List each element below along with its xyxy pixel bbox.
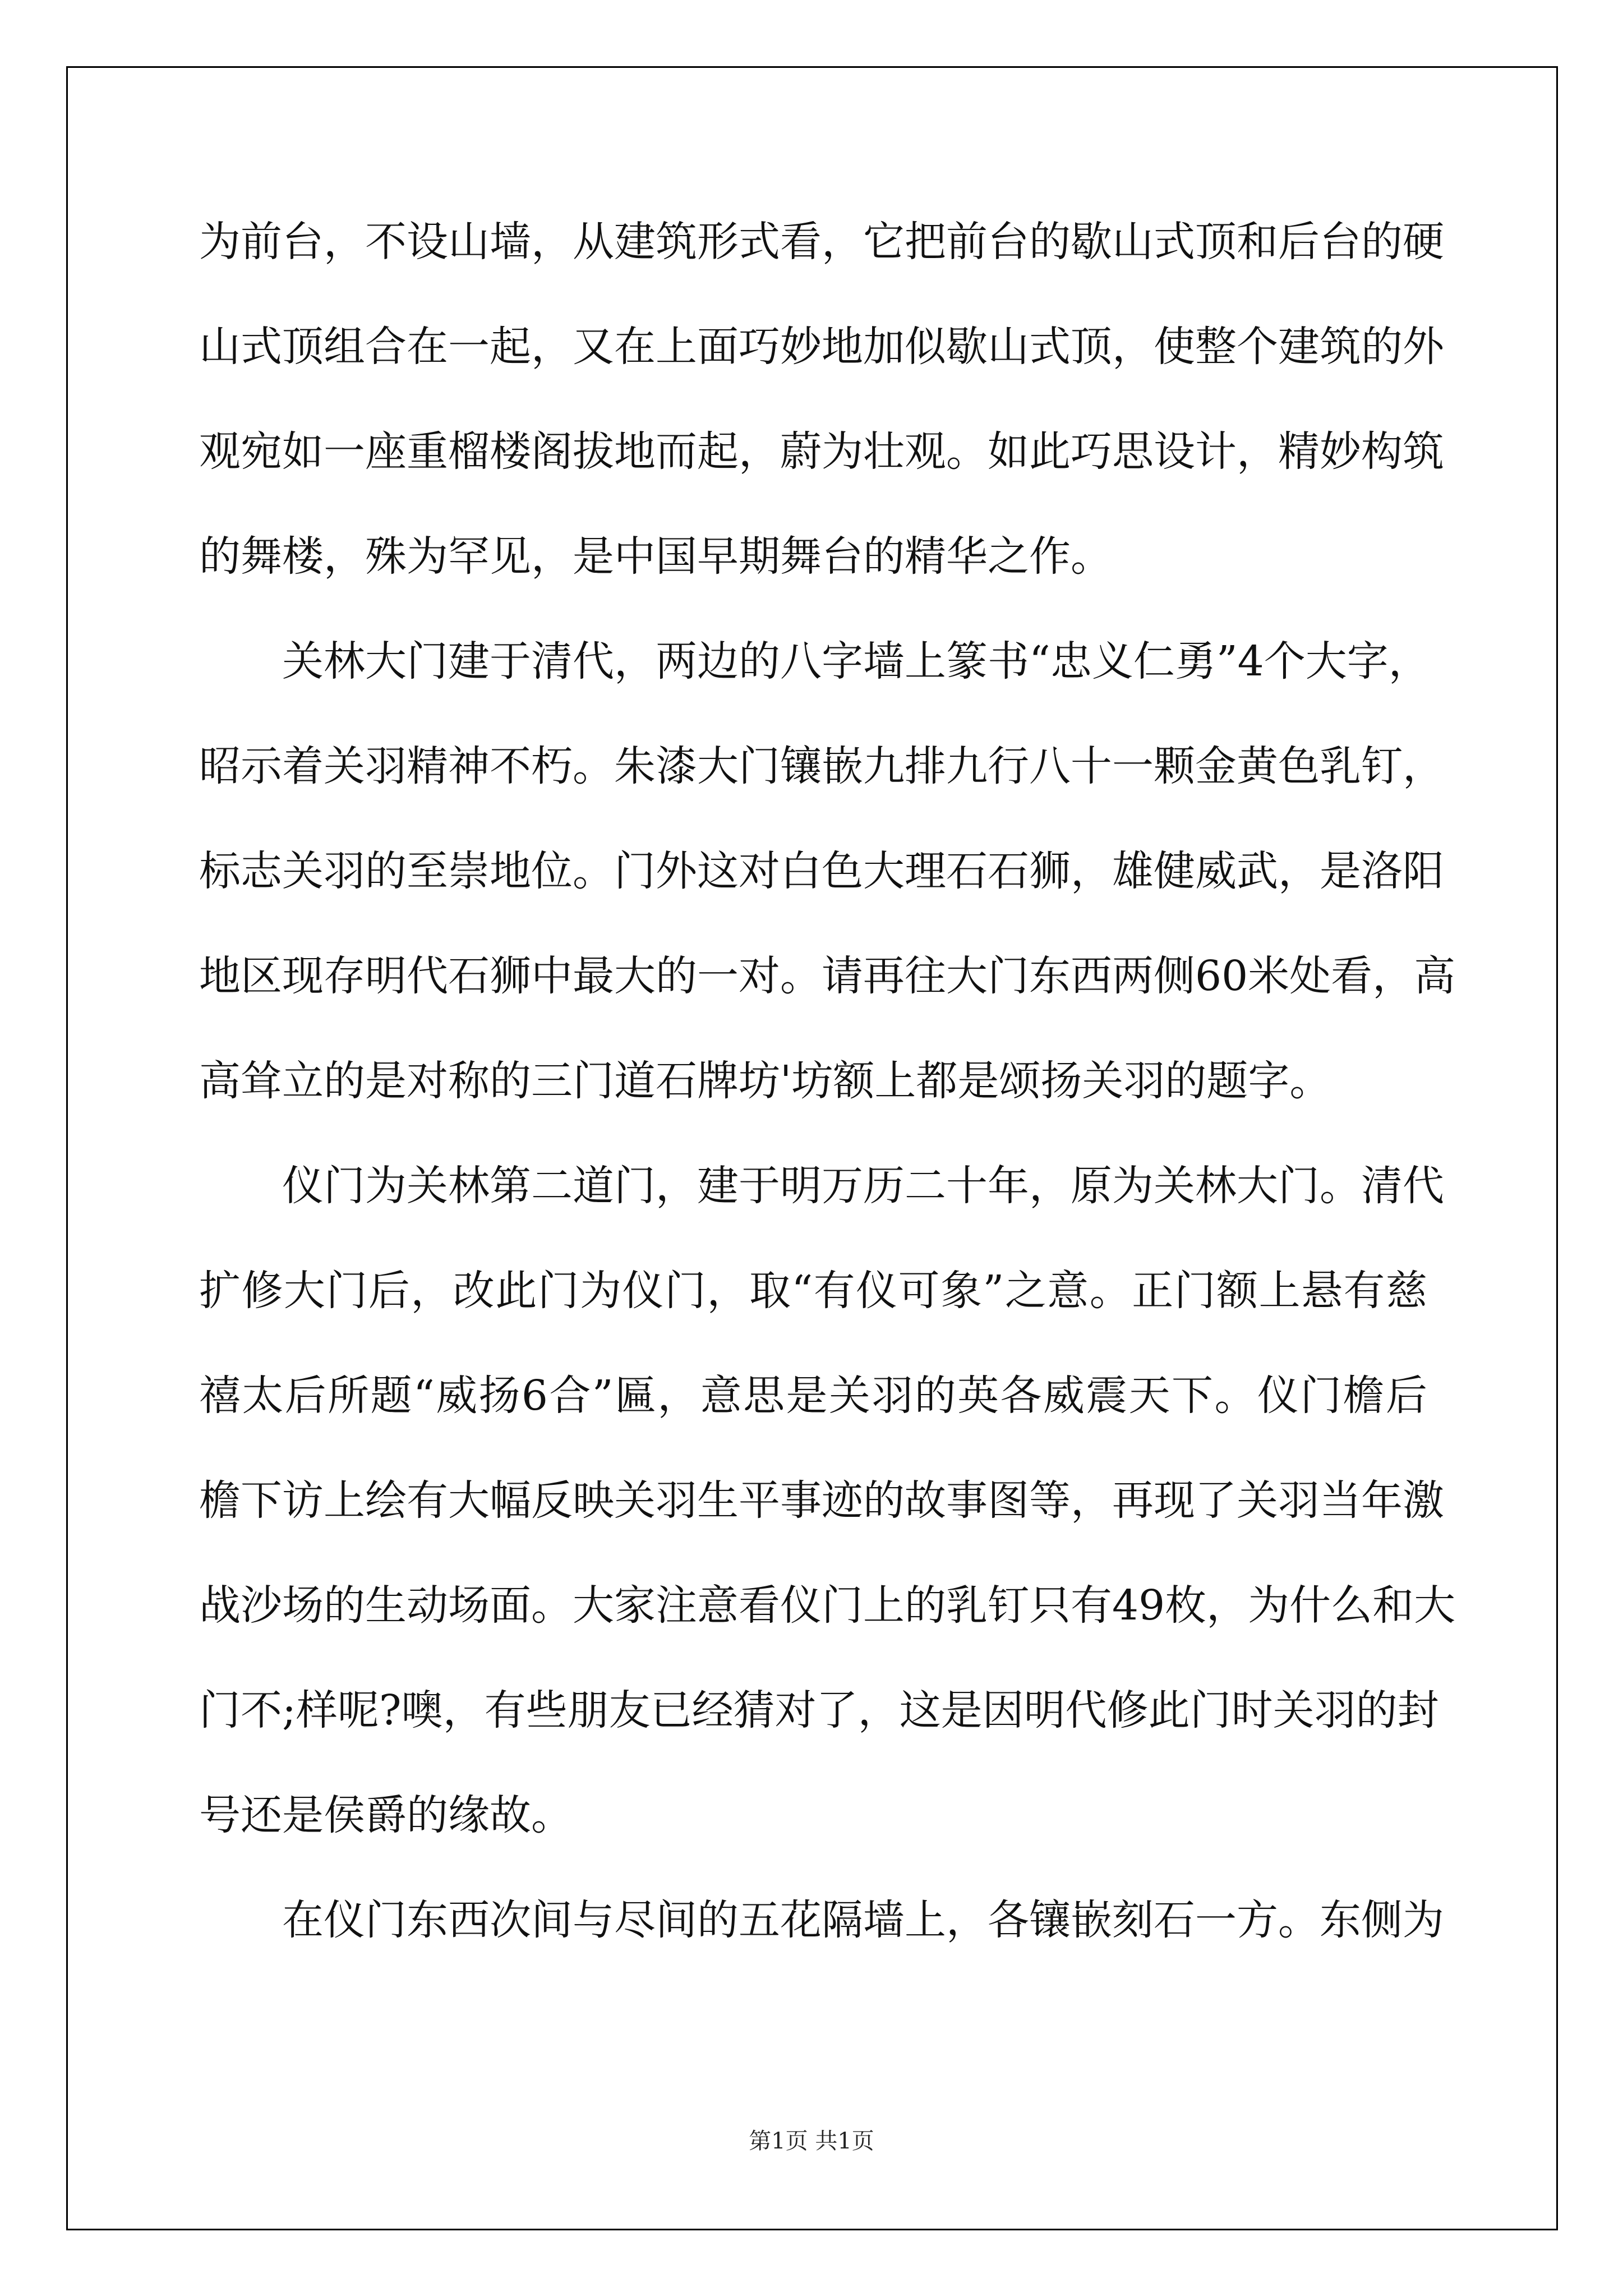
- text-line: 战沙场的生动场面。大家注意看仪门上的乳钉只有49枚，为什么和大: [199, 1581, 1456, 1630]
- text-line: 号还是侯爵的缘故。: [199, 1791, 573, 1839]
- text-line: 的舞楼，殊为罕见，是中国早期舞台的精华之作。: [199, 532, 1112, 581]
- text-line: 仪门为关林第二道门，建于明万历二十年，原为关林大门。清代: [282, 1162, 1444, 1210]
- text-line: 在仪门东西次间与尽间的五花隔墙上，各镶嵌刻石一方。东侧为: [282, 1896, 1444, 1944]
- text-line: 标志关羽的至崇地位。门外这对白色大理石石狮，雄健威武，是洛阳: [199, 847, 1444, 895]
- text-line: 昭示着关羽精神不朽。朱漆大门镶嵌九排九行八十一颗金黄色乳钉，: [199, 742, 1444, 790]
- text-line: 关林大门建于清代，两边的八字墙上篆书“忠义仁勇”4个大字，: [282, 637, 1430, 685]
- text-line: 扩修大门后，改此门为仪门，取“有仪可象”之意。正门额上悬有慈: [199, 1267, 1427, 1315]
- text-line: 门不;样呢?噢，有些朋友已经猜对了，这是因明代修此门时关羽的封: [199, 1686, 1439, 1734]
- text-line: 山式顶组合在一起，又在上面巧妙地加似歇山式顶，使整个建筑的外: [199, 323, 1444, 371]
- text-line: 观宛如一座重榴楼阁拔地而起，蔚为壮观。如此巧思设计，精妙构筑: [199, 427, 1444, 476]
- text-line: 地区现存明代石狮中最大的一对。请再往大门东西两侧60米处看，高: [199, 952, 1456, 1000]
- text-line: 高耸立的是对称的三门道石牌坊'坊额上都是颂扬关羽的题字。: [199, 1057, 1331, 1105]
- page-number-footer: 第1页 共1页: [749, 2128, 874, 2154]
- text-line: 为前台，不设山墙，从建筑形式看，它把前台的歇山式顶和后台的硬: [199, 218, 1444, 266]
- text-line: 檐下访上绘有大幅反映关羽生平事迹的故事图等，再现了关羽当年激: [199, 1476, 1444, 1525]
- text-line: 禧太后所题“威扬6合”匾，意思是关羽的英各威震天下。仪门檐后: [199, 1372, 1427, 1420]
- document-body: [199, 190, 1456, 1973]
